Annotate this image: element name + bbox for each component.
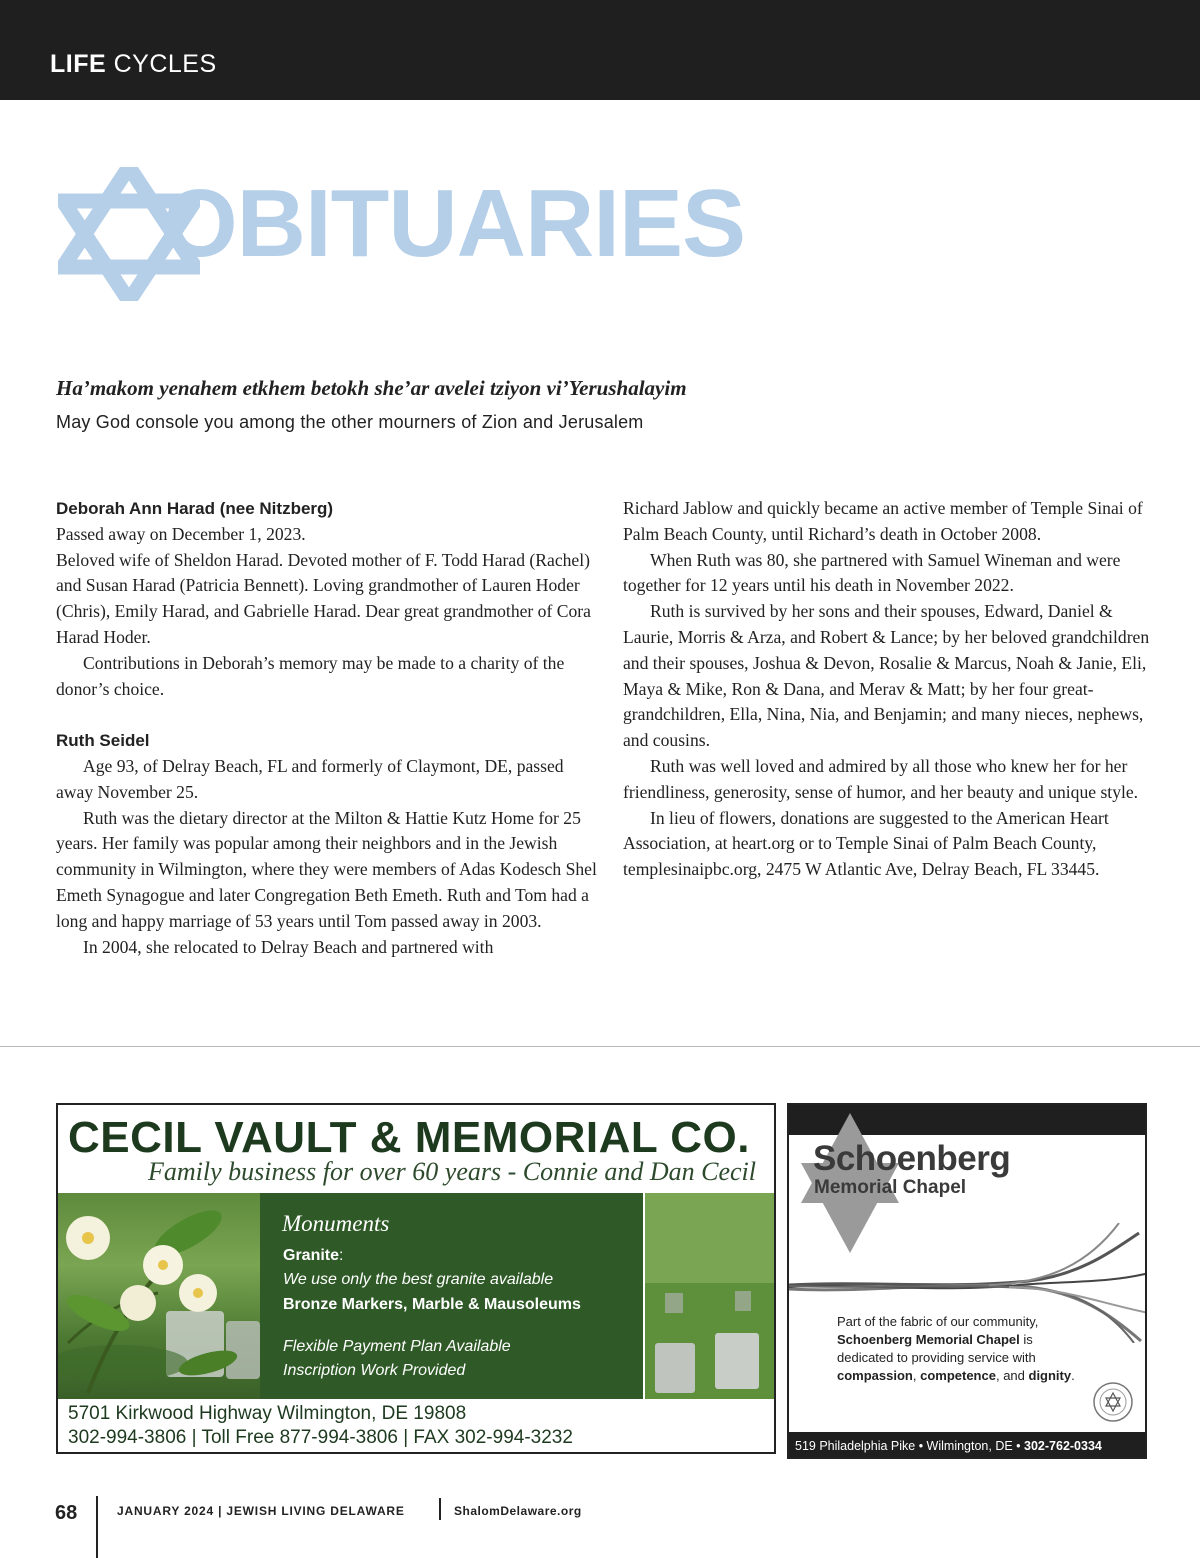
obituary-paragraph: Ruth was the dietary director at the Milton & Hattie Kutz Home for 25 years. Her family was popular among their neighbors and in the Jewish community in Wilmington, where they were members of Adas Kodesch Shel Emeth Synagogue and later Congregation Beth Emeth. Ruth and Tom had a long and happy marriage of 53 years until Tom passed away in 2003. [56, 807, 597, 931]
obituary-paragraph: Ruth was well loved and admired by all those who knew her for her friendliness, generosity, sense of humor, and her beauty and unique style. [623, 755, 1139, 802]
obituary-paragraph: Beloved wife of Sheldon Harad. Devoted mother of F. Todd Harad (Rachel) and Susan Harad (Patricia Bennett). Loving grandmother of Lauren Hoder (Chris), Emily Harad, and Gabrielle Harad. Dear great grandmother of Cora Harad Hoder. [56, 549, 591, 647]
association-seal-icon [1092, 1381, 1134, 1423]
obituary-paragraph: When Ruth was 80, she partnered with Samuel Wineman and were together for 12 years until his death in November 2022. [623, 549, 1121, 596]
granite-text: We use only the best granite available [283, 1271, 554, 1288]
schoenberg-word-compassion: compassion [837, 1368, 913, 1383]
monuments-heading: Monuments [282, 1211, 390, 1236]
section-label-bold: LIFE [50, 50, 107, 78]
cecil-vault-ad[interactable] [56, 1103, 776, 1454]
monuments-panel [260, 1193, 643, 1399]
footer-separator [439, 1498, 441, 1520]
granite-label: Granite [283, 1247, 340, 1264]
schoenberg-subtitle: Memorial Chapel [814, 1177, 967, 1198]
obituary-column-left [56, 496, 604, 960]
obituary-paragraph: Richard Jablow and quickly became an active member of Temple Sinai of Palm Beach County, until Richard’s death in October 2008. [623, 498, 1143, 544]
page-number: 68 [55, 1502, 78, 1524]
obituary-paragraph: Passed away on December 1, 2023. [56, 523, 306, 544]
section-label [50, 50, 217, 79]
obituary-paragraph: Ruth is survived by her sons and their spouses, Edward, Daniel & Laurie, Morris & Arza, and Robert & Lance; by her beloved grandchildren and their spouses, Joshua & Devon, Rosalie & Marcus, Noah & Janie, Eli, Maya & Mike, Ron & Dana, and Merav & Matt; by her four great-grandchildren, Ella, Nina, Nia, and Benjamin; and many nieces, nephews, and cousins. [623, 601, 1150, 751]
cecil-ad-title: CECIL VAULT & MEMORIAL CO. [68, 1113, 750, 1162]
schoenberg-text-name: Schoenberg Memorial Chapel [837, 1332, 1020, 1347]
section-divider [0, 1046, 1200, 1047]
schoenberg-text-sep: , [912, 1368, 921, 1383]
page-footer [0, 1496, 1200, 1558]
cemetery-photo [645, 1193, 776, 1399]
flowers-photo [58, 1193, 260, 1399]
schoenberg-text-end: . [1071, 1368, 1075, 1383]
payment-text: Flexible Payment Plan Available [283, 1338, 511, 1355]
cecil-phones[interactable]: 302-994-3806 | Toll Free 877-994-3806 | FAX 302-994-3232 [68, 1427, 573, 1448]
flowers-illustration [58, 1193, 260, 1399]
footer-issue: JANUARY 2024 | JEWISH LIVING DELAWARE [117, 1504, 405, 1518]
schoenberg-text-part: is dedicated to providing service with [837, 1332, 1036, 1365]
schoenberg-description [837, 1313, 1087, 1385]
footer-website-link[interactable]: ShalomDelaware.org [454, 1504, 582, 1518]
paragraph-gap [56, 702, 604, 728]
schoenberg-footer [789, 1432, 1147, 1459]
obituary-paragraph: Contributions in Deborah’s memory may be made to a charity of the donor’s choice. [56, 652, 565, 699]
obituary-paragraph: In 2004, she relocated to Delray Beach and partnered with [83, 936, 494, 957]
schoenberg-word-competence: competence [920, 1368, 996, 1383]
obituary-name-harad: Deborah Ann Harad (nee Nitzberg) [56, 499, 334, 518]
blessing-transliteration: Ha’makom yenahem etkhem betokh she’ar avelei tziyon vi’Yerushalayim [56, 376, 687, 400]
schoenberg-text-part: Part of the fabric of our community, [837, 1314, 1039, 1329]
schoenberg-name: Schoenberg [813, 1139, 1011, 1178]
granite-colon: : [339, 1247, 344, 1264]
schoenberg-phone[interactable]: 302-762-0334 [1024, 1439, 1102, 1453]
obituary-paragraph: Age 93, of Delray Beach, FL and formerly of Claymont, DE, passed away November 25. [56, 755, 564, 802]
obituary-paragraph: In lieu of flowers, donations are suggested to the American Heart Association, at heart.org or to Temple Sinai of Palm Beach County, templesinaipbc.org, 2475 W Atlantic Ave, Delray Beach, FL 33445. [623, 807, 1109, 880]
footer-rule [96, 1496, 98, 1558]
cecil-ad-tagline: Family business for over 60 years - Connie and Dan Cecil [147, 1157, 756, 1186]
cecil-address: 5701 Kirkwood Highway Wilmington, DE 19808 [68, 1403, 467, 1424]
page-title: OBITUARIES [163, 170, 746, 277]
schoenberg-address: 519 Philadelphia Pike • Wilmington, DE • [795, 1439, 1025, 1453]
obituary-name-seidel: Ruth Seidel [56, 731, 150, 751]
schoenberg-text-sep: , and [995, 1368, 1029, 1383]
blessing-translation: May God console you among the other mourners of Zion and Jerusalem [56, 412, 644, 432]
inscription-text: Inscription Work Provided [283, 1362, 466, 1379]
granite-heading [283, 1247, 343, 1265]
bronze-text: Bronze Markers, Marble & Mausoleums [283, 1296, 581, 1313]
section-label-rest: CYCLES [113, 50, 217, 78]
obituary-column-right [623, 496, 1153, 883]
cemetery-illustration [645, 1193, 776, 1399]
schoenberg-word-dignity: dignity [1028, 1368, 1072, 1383]
schoenberg-ad[interactable] [787, 1103, 1147, 1459]
